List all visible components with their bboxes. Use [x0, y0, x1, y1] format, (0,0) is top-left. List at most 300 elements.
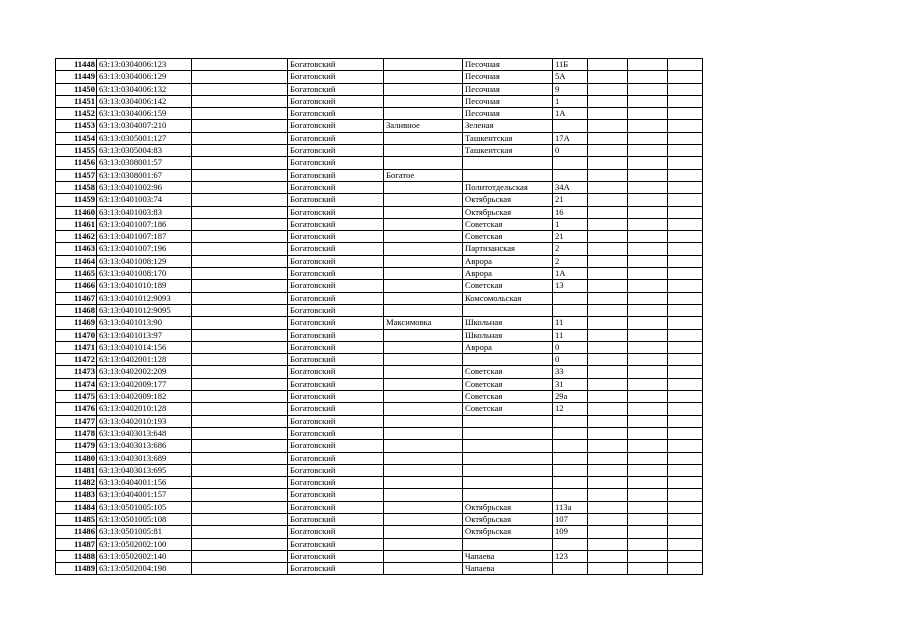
table-row — [56, 341, 703, 353]
street-cell — [463, 440, 553, 452]
street-cell: Октябрьская — [463, 526, 553, 538]
street-cell: Ташкентская — [463, 132, 553, 144]
row-number-cell: 11462 — [56, 231, 97, 243]
settlement-cell — [384, 415, 463, 427]
blank-column-cell — [192, 526, 288, 538]
table-row — [56, 292, 703, 304]
extra-column-2-cell — [628, 59, 668, 71]
extra-column-1-cell — [588, 317, 628, 329]
blank-column-cell — [192, 280, 288, 292]
row-number-cell: 11448 — [56, 59, 97, 71]
settlement-cell — [384, 206, 463, 218]
cadastral-number-cell: 63:13:0308001:67 — [97, 169, 192, 181]
blank-column-cell — [192, 501, 288, 513]
district-cell: Богатовский — [288, 550, 384, 562]
cadastral-number-cell: 63:13:0401012:9093 — [97, 292, 192, 304]
settlement-cell — [384, 181, 463, 193]
extra-column-3-cell — [668, 120, 703, 132]
blank-column-cell — [192, 378, 288, 390]
house-number-cell: 11 — [553, 317, 588, 329]
settlement-cell — [384, 452, 463, 464]
district-cell: Богатовский — [288, 255, 384, 267]
extra-column-3-cell — [668, 169, 703, 181]
table-row — [56, 464, 703, 476]
street-cell — [463, 464, 553, 476]
cadastral-number-cell: 63:13:0304007:210 — [97, 120, 192, 132]
house-number-cell: 13 — [553, 280, 588, 292]
settlement-cell: Заливное — [384, 120, 463, 132]
extra-column-1-cell — [588, 354, 628, 366]
house-number-cell — [553, 477, 588, 489]
cadastral-number-cell: 63:13:0502002:140 — [97, 550, 192, 562]
cadastral-number-cell: 63:13:0501005:105 — [97, 501, 192, 513]
extra-column-1-cell — [588, 292, 628, 304]
extra-column-3-cell — [668, 280, 703, 292]
street-cell: Комсомольская — [463, 292, 553, 304]
district-cell: Богатовский — [288, 563, 384, 575]
street-cell: Октябрьская — [463, 513, 553, 525]
house-number-cell: 0 — [553, 354, 588, 366]
district-cell: Богатовский — [288, 71, 384, 83]
extra-column-2-cell — [628, 83, 668, 95]
extra-column-1-cell — [588, 391, 628, 403]
settlement-cell: Богатое — [384, 169, 463, 181]
district-cell: Богатовский — [288, 526, 384, 538]
settlement-cell — [384, 292, 463, 304]
extra-column-2-cell — [628, 157, 668, 169]
row-number-cell: 11471 — [56, 341, 97, 353]
district-cell: Богатовский — [288, 378, 384, 390]
row-number-cell: 11455 — [56, 145, 97, 157]
street-cell: Чапаева — [463, 550, 553, 562]
district-cell: Богатовский — [288, 464, 384, 476]
settlement-cell — [384, 243, 463, 255]
table-row — [56, 366, 703, 378]
table-row — [56, 501, 703, 513]
table-row — [56, 268, 703, 280]
blank-column-cell — [192, 341, 288, 353]
street-cell — [463, 304, 553, 316]
extra-column-2-cell — [628, 194, 668, 206]
street-cell: Школьная — [463, 317, 553, 329]
settlement-cell — [384, 194, 463, 206]
house-number-cell: 21 — [553, 231, 588, 243]
blank-column-cell — [192, 145, 288, 157]
blank-column-cell — [192, 440, 288, 452]
extra-column-3-cell — [668, 403, 703, 415]
house-number-cell: 1А — [553, 108, 588, 120]
district-cell: Богатовский — [288, 403, 384, 415]
extra-column-2-cell — [628, 550, 668, 562]
house-number-cell — [553, 304, 588, 316]
extra-column-3-cell — [668, 231, 703, 243]
blank-column-cell — [192, 59, 288, 71]
extra-column-2-cell — [628, 292, 668, 304]
settlement-cell — [384, 268, 463, 280]
extra-column-2-cell — [628, 501, 668, 513]
table-row — [56, 378, 703, 390]
district-cell: Богатовский — [288, 108, 384, 120]
extra-column-1-cell — [588, 268, 628, 280]
house-number-cell: 34А — [553, 181, 588, 193]
cadastral-number-cell: 63:13:0401008:170 — [97, 268, 192, 280]
extra-column-3-cell — [668, 489, 703, 501]
row-number-cell: 11463 — [56, 243, 97, 255]
cadastral-number-cell: 63:13:0304006:129 — [97, 71, 192, 83]
blank-column-cell — [192, 243, 288, 255]
extra-column-2-cell — [628, 563, 668, 575]
house-number-cell: 1 — [553, 95, 588, 107]
table-row — [56, 452, 703, 464]
extra-column-1-cell — [588, 366, 628, 378]
district-cell: Богатовский — [288, 366, 384, 378]
extra-column-3-cell — [668, 243, 703, 255]
table-row — [56, 538, 703, 550]
blank-column-cell — [192, 255, 288, 267]
cadastral-number-cell: 63:13:0304006:142 — [97, 95, 192, 107]
settlement-cell — [384, 526, 463, 538]
row-number-cell: 11454 — [56, 132, 97, 144]
extra-column-2-cell — [628, 108, 668, 120]
cadastral-number-cell: 63:13:0401008:129 — [97, 255, 192, 267]
district-cell: Богатовский — [288, 317, 384, 329]
settlement-cell — [384, 403, 463, 415]
extra-column-2-cell — [628, 218, 668, 230]
district-cell: Богатовский — [288, 280, 384, 292]
street-cell: Песочная — [463, 108, 553, 120]
district-cell: Богатовский — [288, 194, 384, 206]
extra-column-2-cell — [628, 206, 668, 218]
district-cell: Богатовский — [288, 354, 384, 366]
blank-column-cell — [192, 415, 288, 427]
district-cell: Богатовский — [288, 120, 384, 132]
row-number-cell: 11468 — [56, 304, 97, 316]
row-number-cell: 11464 — [56, 255, 97, 267]
street-cell: Советская — [463, 280, 553, 292]
house-number-cell: 0 — [553, 145, 588, 157]
cadastral-number-cell: 63:13:0502002:100 — [97, 538, 192, 550]
house-number-cell: 11Б — [553, 59, 588, 71]
cadastral-table — [55, 58, 703, 575]
cadastral-number-cell: 63:13:0502004:198 — [97, 563, 192, 575]
blank-column-cell — [192, 366, 288, 378]
row-number-cell: 11474 — [56, 378, 97, 390]
district-cell: Богатовский — [288, 169, 384, 181]
extra-column-2-cell — [628, 440, 668, 452]
row-number-cell: 11449 — [56, 71, 97, 83]
extra-column-1-cell — [588, 563, 628, 575]
street-cell: Зеленая — [463, 120, 553, 132]
blank-column-cell — [192, 231, 288, 243]
extra-column-3-cell — [668, 95, 703, 107]
district-cell: Богатовский — [288, 329, 384, 341]
table-row — [56, 145, 703, 157]
settlement-cell — [384, 501, 463, 513]
cadastral-number-cell: 63:13:0401003:83 — [97, 206, 192, 218]
extra-column-2-cell — [628, 341, 668, 353]
table-row — [56, 354, 703, 366]
house-number-cell: 2 — [553, 255, 588, 267]
table-row — [56, 317, 703, 329]
row-number-cell: 11487 — [56, 538, 97, 550]
blank-column-cell — [192, 477, 288, 489]
extra-column-1-cell — [588, 378, 628, 390]
row-number-cell: 11453 — [56, 120, 97, 132]
extra-column-2-cell — [628, 403, 668, 415]
extra-column-2-cell — [628, 243, 668, 255]
row-number-cell: 11450 — [56, 83, 97, 95]
street-cell: Октябрьская — [463, 194, 553, 206]
extra-column-3-cell — [668, 181, 703, 193]
extra-column-3-cell — [668, 378, 703, 390]
extra-column-3-cell — [668, 477, 703, 489]
settlement-cell — [384, 145, 463, 157]
street-cell: Аврора — [463, 341, 553, 353]
district-cell: Богатовский — [288, 243, 384, 255]
blank-column-cell — [192, 427, 288, 439]
extra-column-1-cell — [588, 440, 628, 452]
district-cell: Богатовский — [288, 341, 384, 353]
extra-column-3-cell — [668, 59, 703, 71]
blank-column-cell — [192, 83, 288, 95]
extra-column-1-cell — [588, 108, 628, 120]
blank-column-cell — [192, 132, 288, 144]
district-cell: Богатовский — [288, 427, 384, 439]
extra-column-1-cell — [588, 157, 628, 169]
street-cell — [463, 538, 553, 550]
extra-column-2-cell — [628, 513, 668, 525]
extra-column-1-cell — [588, 181, 628, 193]
street-cell: Советская — [463, 403, 553, 415]
district-cell: Богатовский — [288, 391, 384, 403]
street-cell — [463, 157, 553, 169]
house-number-cell: 107 — [553, 513, 588, 525]
extra-column-3-cell — [668, 391, 703, 403]
district-cell: Богатовский — [288, 304, 384, 316]
table-row — [56, 550, 703, 562]
district-cell: Богатовский — [288, 206, 384, 218]
row-number-cell: 11477 — [56, 415, 97, 427]
extra-column-2-cell — [628, 304, 668, 316]
extra-column-2-cell — [628, 255, 668, 267]
extra-column-2-cell — [628, 169, 668, 181]
house-number-cell: 11 — [553, 329, 588, 341]
extra-column-3-cell — [668, 464, 703, 476]
cadastral-number-cell: 63:13:0401002:96 — [97, 181, 192, 193]
table-row — [56, 563, 703, 575]
extra-column-3-cell — [668, 206, 703, 218]
settlement-cell — [384, 550, 463, 562]
settlement-cell — [384, 231, 463, 243]
street-cell: Аврора — [463, 255, 553, 267]
cadastral-number-cell: 63:13:0304006:132 — [97, 83, 192, 95]
extra-column-2-cell — [628, 120, 668, 132]
cadastral-number-cell: 63:13:0401007:196 — [97, 243, 192, 255]
cadastral-number-cell: 63:13:0402009:177 — [97, 378, 192, 390]
district-cell: Богатовский — [288, 132, 384, 144]
district-cell: Богатовский — [288, 513, 384, 525]
house-number-cell: 5А — [553, 71, 588, 83]
cadastral-number-cell: 63:13:0305001:127 — [97, 132, 192, 144]
blank-column-cell — [192, 550, 288, 562]
district-cell: Богатовский — [288, 292, 384, 304]
extra-column-1-cell — [588, 95, 628, 107]
house-number-cell — [553, 120, 588, 132]
table-row — [56, 120, 703, 132]
table-row — [56, 280, 703, 292]
street-cell: Советская — [463, 391, 553, 403]
row-number-cell: 11479 — [56, 440, 97, 452]
spreadsheet-page — [55, 58, 703, 575]
extra-column-2-cell — [628, 132, 668, 144]
settlement-cell — [384, 95, 463, 107]
extra-column-2-cell — [628, 526, 668, 538]
blank-column-cell — [192, 268, 288, 280]
extra-column-2-cell — [628, 452, 668, 464]
street-cell: Песочная — [463, 95, 553, 107]
house-number-cell: 2 — [553, 243, 588, 255]
settlement-cell — [384, 71, 463, 83]
street-cell: Песочная — [463, 83, 553, 95]
house-number-cell: 33 — [553, 366, 588, 378]
settlement-cell — [384, 108, 463, 120]
row-number-cell: 11457 — [56, 169, 97, 181]
house-number-cell — [553, 464, 588, 476]
extra-column-2-cell — [628, 231, 668, 243]
district-cell: Богатовский — [288, 145, 384, 157]
extra-column-3-cell — [668, 71, 703, 83]
cadastral-number-cell: 63:13:0402009:182 — [97, 391, 192, 403]
row-number-cell: 11484 — [56, 501, 97, 513]
district-cell: Богатовский — [288, 477, 384, 489]
house-number-cell: 9 — [553, 83, 588, 95]
district-cell: Богатовский — [288, 538, 384, 550]
street-cell — [463, 452, 553, 464]
row-number-cell: 11488 — [56, 550, 97, 562]
extra-column-2-cell — [628, 71, 668, 83]
settlement-cell — [384, 59, 463, 71]
settlement-cell — [384, 218, 463, 230]
house-number-cell — [553, 169, 588, 181]
extra-column-2-cell — [628, 415, 668, 427]
settlement-cell — [384, 304, 463, 316]
table-row — [56, 304, 703, 316]
district-cell: Богатовский — [288, 415, 384, 427]
blank-column-cell — [192, 157, 288, 169]
extra-column-1-cell — [588, 464, 628, 476]
blank-column-cell — [192, 391, 288, 403]
blank-column-cell — [192, 317, 288, 329]
extra-column-1-cell — [588, 489, 628, 501]
extra-column-1-cell — [588, 538, 628, 550]
extra-column-2-cell — [628, 477, 668, 489]
blank-column-cell — [192, 538, 288, 550]
settlement-cell — [384, 157, 463, 169]
blank-column-cell — [192, 71, 288, 83]
extra-column-1-cell — [588, 206, 628, 218]
street-cell: Советская — [463, 218, 553, 230]
extra-column-1-cell — [588, 59, 628, 71]
extra-column-3-cell — [668, 132, 703, 144]
table-row — [56, 231, 703, 243]
house-number-cell: 16 — [553, 206, 588, 218]
cadastral-number-cell: 63:13:0501005:108 — [97, 513, 192, 525]
house-number-cell: 109 — [553, 526, 588, 538]
row-number-cell: 11466 — [56, 280, 97, 292]
extra-column-1-cell — [588, 550, 628, 562]
extra-column-2-cell — [628, 538, 668, 550]
settlement-cell — [384, 440, 463, 452]
street-cell: Советская — [463, 366, 553, 378]
extra-column-3-cell — [668, 366, 703, 378]
house-number-cell: 29а — [553, 391, 588, 403]
street-cell: Аврора — [463, 268, 553, 280]
settlement-cell: Максимовка — [384, 317, 463, 329]
extra-column-1-cell — [588, 526, 628, 538]
cadastral-number-cell: 63:13:0401007:186 — [97, 218, 192, 230]
street-cell: Советская — [463, 231, 553, 243]
table-row — [56, 329, 703, 341]
extra-column-3-cell — [668, 292, 703, 304]
settlement-cell — [384, 477, 463, 489]
extra-column-2-cell — [628, 427, 668, 439]
house-number-cell — [553, 415, 588, 427]
settlement-cell — [384, 427, 463, 439]
extra-column-3-cell — [668, 354, 703, 366]
table-row — [56, 95, 703, 107]
row-number-cell: 11456 — [56, 157, 97, 169]
table-row — [56, 218, 703, 230]
settlement-cell — [384, 83, 463, 95]
house-number-cell: 17А — [553, 132, 588, 144]
row-number-cell: 11482 — [56, 477, 97, 489]
row-number-cell: 11483 — [56, 489, 97, 501]
row-number-cell: 11459 — [56, 194, 97, 206]
blank-column-cell — [192, 108, 288, 120]
settlement-cell — [384, 341, 463, 353]
blank-column-cell — [192, 329, 288, 341]
extra-column-1-cell — [588, 231, 628, 243]
street-cell — [463, 427, 553, 439]
district-cell: Богатовский — [288, 59, 384, 71]
cadastral-number-cell: 63:13:0402002:209 — [97, 366, 192, 378]
house-number-cell: 123 — [553, 550, 588, 562]
table-body — [56, 59, 703, 575]
table-row — [56, 526, 703, 538]
street-cell: Песочная — [463, 59, 553, 71]
row-number-cell: 11486 — [56, 526, 97, 538]
row-number-cell: 11460 — [56, 206, 97, 218]
district-cell: Богатовский — [288, 218, 384, 230]
district-cell: Богатовский — [288, 268, 384, 280]
district-cell: Богатовский — [288, 452, 384, 464]
extra-column-3-cell — [668, 255, 703, 267]
extra-column-1-cell — [588, 341, 628, 353]
extra-column-3-cell — [668, 452, 703, 464]
extra-column-1-cell — [588, 255, 628, 267]
blank-column-cell — [192, 354, 288, 366]
extra-column-3-cell — [668, 157, 703, 169]
street-cell: Октябрьская — [463, 206, 553, 218]
settlement-cell — [384, 464, 463, 476]
house-number-cell — [553, 538, 588, 550]
street-cell — [463, 415, 553, 427]
extra-column-2-cell — [628, 354, 668, 366]
cadastral-number-cell: 63:13:0403013:695 — [97, 464, 192, 476]
row-number-cell: 11475 — [56, 391, 97, 403]
table-row — [56, 59, 703, 71]
extra-column-1-cell — [588, 427, 628, 439]
